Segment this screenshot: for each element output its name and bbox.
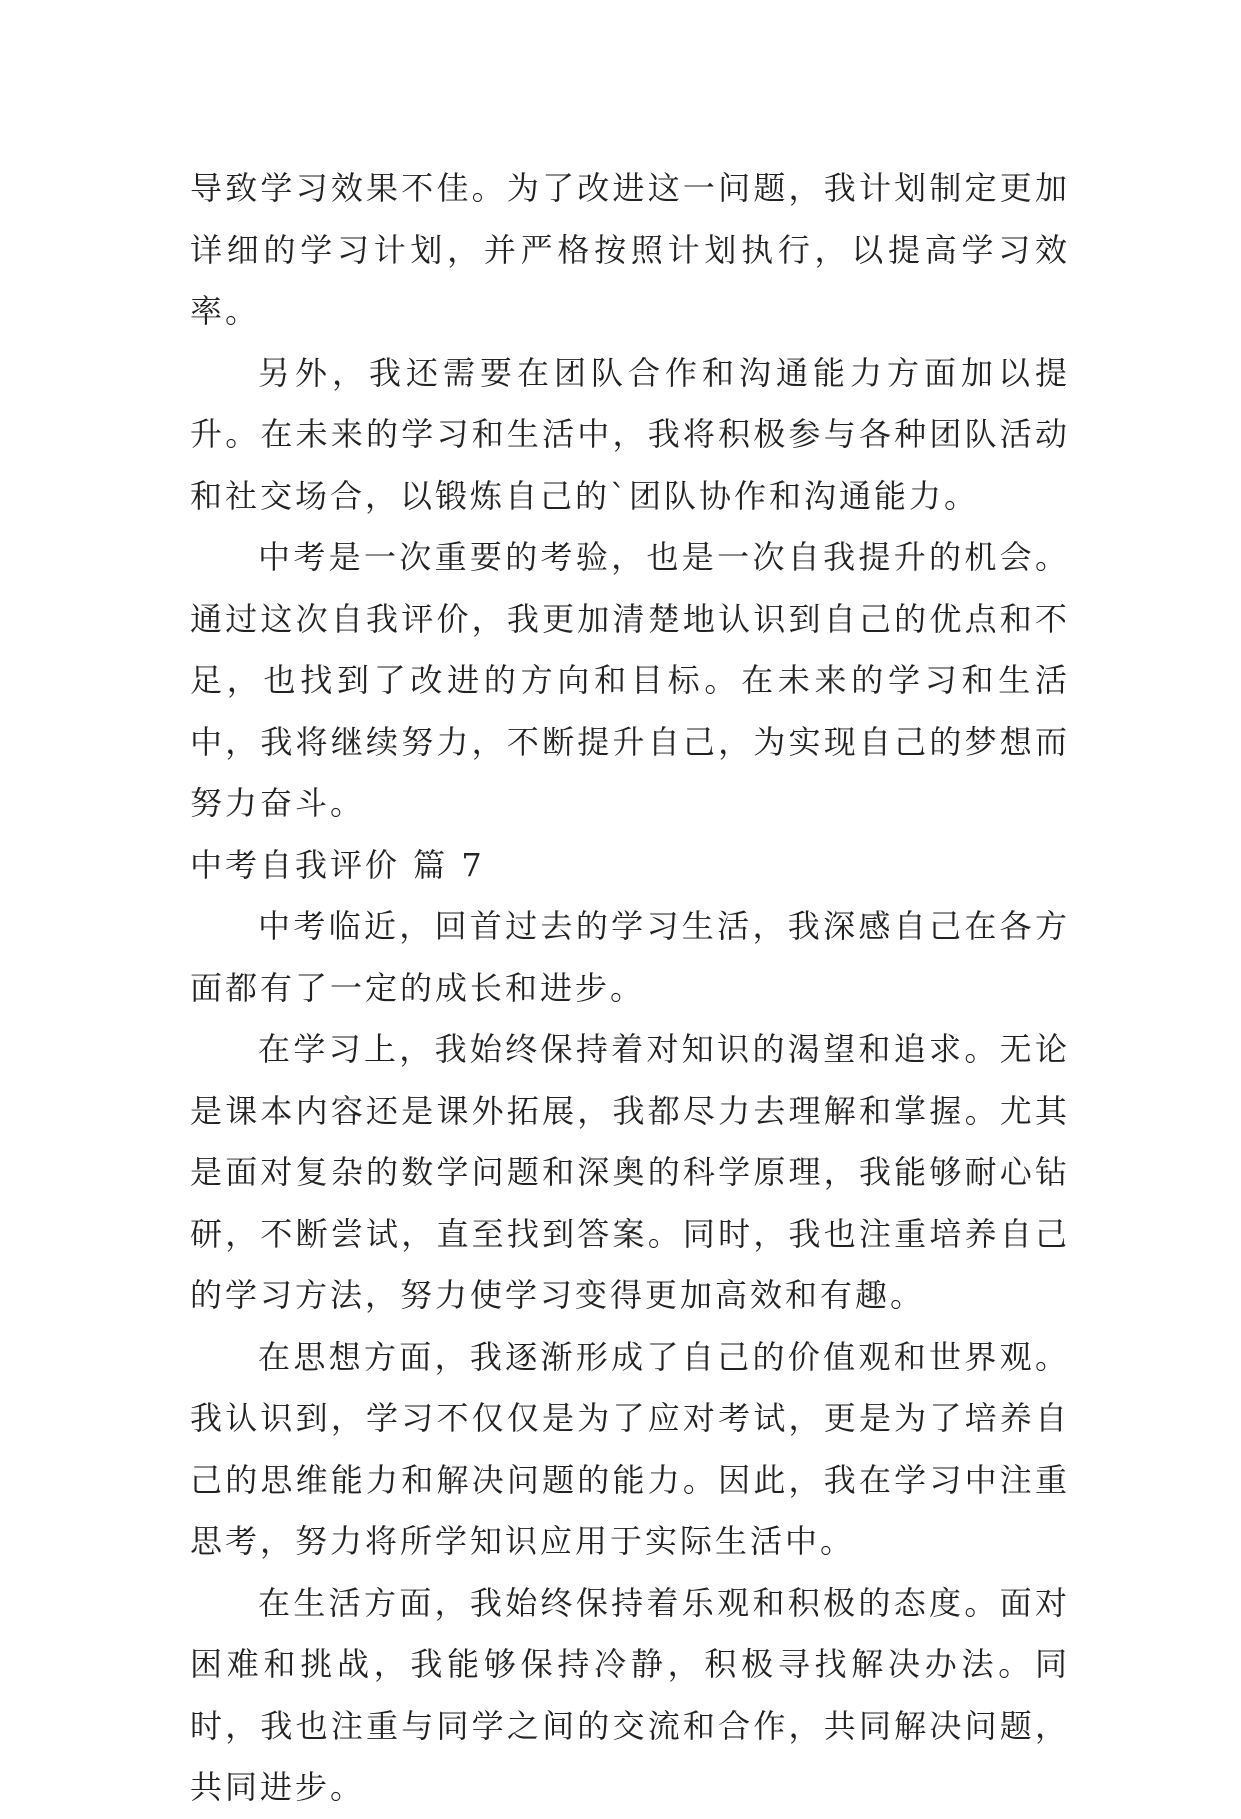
paragraph: 另外，我还需要在团队合作和沟通能力方面加以提升。在未来的学习和生活中，我将积极参与各种团队活动和社交场合，以锻炼自己的`团队协作和沟通能力。 [190,353,1070,515]
paragraph: 在生活方面，我始终保持着乐观和积极的态度。面对困难和挑战，我能够保持冷静，积极寻找解决办法。同时，我也注重与同学之间的交流和合作，共同解决问题，共同进步。 [190,1583,1070,1806]
paragraph: 中考是一次重要的考验，也是一次自我提升的机会。通过这次自我评价，我更加清楚地认识到自己的优点和不足，也找到了改进的方向和目标。在未来的学习和生活中，我将继续努力，不断提升自己，为实现自己的梦想而努力奋斗。 [190,538,1070,822]
paragraph: 在学习上，我始终保持着对知识的渴望和追求。无论是课本内容还是课外拓展，我都尽力去理解和掌握。尤其是面对复杂的数学问题和深奥的科学原理，我能够耐心钻研，不断尝试，直至找到答案。同时，我也注重培养自己的学习方法，努力使学习变得更加高效和有趣。 [190,1030,1070,1314]
paragraph: 中考临近，回首过去的学习生活，我深感自己在各方面都有了一定的成长和进步。 [190,907,1070,1007]
section-heading: 中考自我评价 篇 7 [190,845,485,884]
document-body [190,158,1070,1819]
paragraph: 在思想方面，我逐渐形成了自己的价值观和世界观。我认识到，学习不仅仅是为了应对考试，更是为了培养自己的思维能力和解决问题的能力。因此，我在学习中注重思考，努力将所学知识应用于实际生活中。 [190,1337,1070,1560]
paragraph-continuation: 导致学习效果不佳。为了改进这一问题，我计划制定更加详细的学习计划，并严格按照计划执行，以提高学习效率。 [190,169,1070,330]
